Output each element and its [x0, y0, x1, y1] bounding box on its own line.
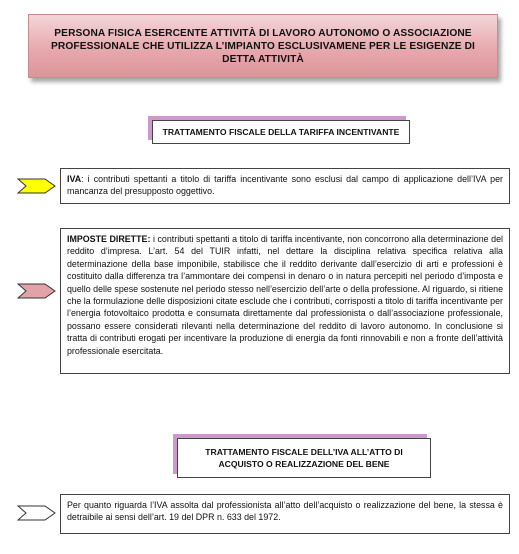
iva-box [60, 168, 510, 204]
arrow-right-white-icon [17, 504, 57, 522]
section-tag-iva-acquisto-label: TRATTAMENTO FISCALE DELL’IVA ALL’ATTO DI ACQUISTO O REALIZZAZIONE DEL BENE [205, 447, 403, 469]
section-tag-tariffa [152, 120, 410, 144]
iva-acquisto-text: Per quanto riguarda l’IVA assolta dal professionista all’atto dell’acquisto o realizzazione del bene, la stessa è detraibile ai sensi dell’art. 19 del DPR n. 633 del 1972. [67, 500, 503, 523]
section-tag-tariffa-label: TRATTAMENTO FISCALE DELLA TARIFFA INCENTIVANTE [162, 127, 400, 137]
page-title: PERSONA FISICA ESERCENTE ATTIVITÀ DI LAVORO AUTONOMO O ASSOCIAZIONE PROFESSIONALE CHE UTILIZZA L’IMPIANTO ESCLUSIVAMENE PER LE ESIGENZE DI DETTA ATTIVITÀ [51, 27, 475, 65]
section-tag-iva-acquisto [177, 438, 431, 478]
page-title-banner [28, 14, 498, 78]
imposte-dirette-box [60, 228, 510, 374]
imposte-dirette-text: i contributi spettanti a titolo di tariffa incentivante, non concorrono alla determinazione del reddito d’impresa. L’art. 54 del TUIR infatti, nel dettare la disciplina relativa specifica relativa alla determinazione della base imponibile, stabilisce che il reddito derivante dall’esercizio di arti e professioni è costituito dalla differenza tra l’ammontare dei compensi in denaro o in natura percepiti nel periodo d’imposta e quello delle spese sostenute nel periodo stesso nell’esercizio dell’arte o della professione. Al riguardo, si ritiene che la formulazione delle disposizioni citate esclude che i contributi, corrisposti a titolo di tariffa incentivante per l’energia fotovoltaico prodotta e consumata direttamente dal professionista o dall’associazione professionale, possano essere considerati rilevanti nella determinazione del reddito di lavoro autonomo. In conclusione si tratta di contributi erogati per incentivare la produzione di energia da fonti rinnovabili e non a fronte dell’attività professionale esercitata. [67, 234, 503, 356]
arrow-right-yellow-icon [17, 177, 57, 195]
iva-text: : i contributi spettanti a titolo di tariffa incentivante sono esclusi dal campo di applicazione dell’IVA per mancanza del presupposto oggettivo. [67, 174, 503, 197]
iva-acquisto-box [60, 494, 510, 534]
iva-label: IVA [67, 174, 82, 184]
imposte-dirette-label: IMPOSTE DIRETTE: [67, 234, 151, 244]
arrow-right-pink-icon [17, 282, 57, 300]
